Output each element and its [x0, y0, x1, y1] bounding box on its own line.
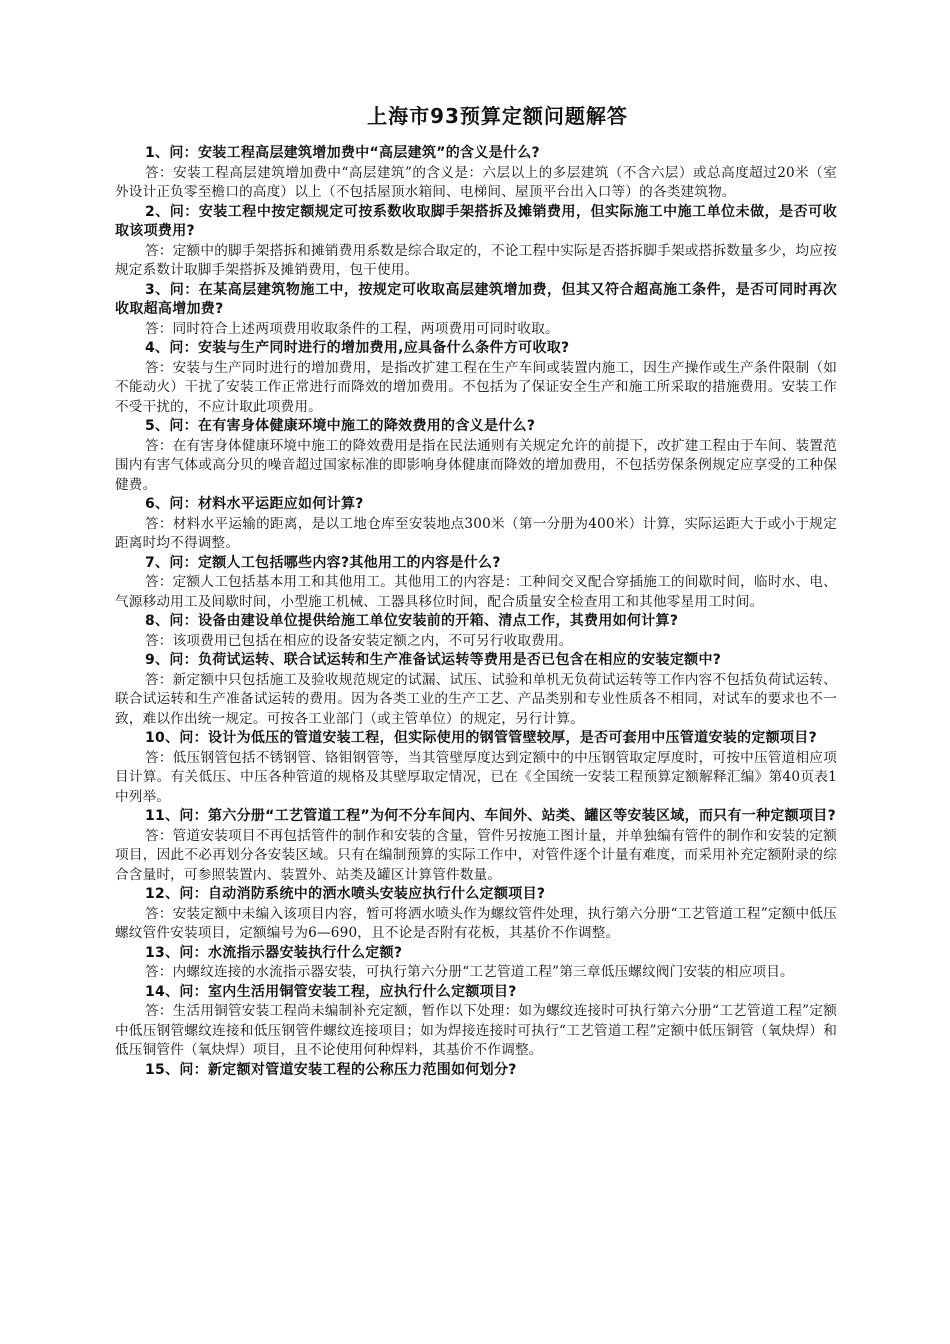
- question: 8、问：设备由建设单位提供给施工单位安装前的开箱、清点工作，其费用如何计算?: [145, 613, 679, 629]
- qa-item: [115, 807, 837, 885]
- qa-item: [115, 495, 837, 554]
- question: 13、问：水流指示器安装执行什么定额?: [145, 944, 403, 961]
- qa-item: [115, 885, 837, 944]
- question: 3、问：在某高层建筑物施工中，按规定可收取高层建筑增加费，但其又符合超高施工条件，是否可同时再次收取超高增加费?: [115, 281, 837, 317]
- answer: 答：在有害身体健康环境中施工的降效费用是指在民法通则有关规定允许的前提下，改扩建工程由于车间、装置范围内有害气体或高分贝的噪音超过国家标准的即影响身体健康而降效的增加费用，不包括劳保条例规定应享受的工种保健费。: [115, 437, 837, 493]
- qa-item: [115, 339, 837, 417]
- qa-item: [115, 983, 837, 1061]
- question: 4、问：安装与生产同时进行的增加费用,应具备什么条件方可收取?: [145, 340, 570, 356]
- answer: 答：低压钢管包括不锈钢管、铬钼钢管等，当其管壁厚度达到定额中的中压钢管取定厚度时，可按中压管道相应项目计算。有关低压、中压各种管道的规格及其壁厚取定情况，已在《全国统一安装工程预算定额解释汇编》第40页表1中列举。: [115, 749, 837, 805]
- question: 2、问：安装工程中按定额规定可按系数收取脚手架搭拆及摊销费用，但实际施工中施工单位未做，是否可收取该项费用?: [115, 203, 837, 239]
- answer: 答：该项费用已包括在相应的设备安装定额之内，不可另行收取费用。: [145, 632, 573, 649]
- question: 10、问：设计为低压的管道安装工程，但实际使用的钢管管壁较厚，是否可套用中压管道安装的定额项目?: [145, 730, 818, 746]
- answer: 答：安装定额中未编入该项目内容，暂可将洒水喷头作为螺纹管件处理，执行第六分册“工艺管道工程”定额中低压螺纹管件安装项目，定额编号为6—690，且不论是否附有花板，其基价不作调整。: [115, 905, 837, 941]
- answer: 答：新定额中只包括施工及验收规范规定的试漏、试压、试验和单机无负荷试运转等工作内容不包括负荷试运转、联合试运转和生产准备试运转的费用。因为各类工业的生产工艺、产品类别和专业性质各不相同，对试车的要求也不一致，难以作出统一规定。可按各工业部门（或主管单位）的规定，另行计算。: [115, 671, 837, 727]
- question: 11、问：第六分册“工艺管道工程”为何不分车间内、车间外、站类、罐区等安装区域，而只有一种定额项目?: [145, 808, 837, 824]
- qa-item: [115, 417, 837, 495]
- answer: 答：材料水平运输的距离，是以工地仓库至安装地点300米（第一分册为400米）计算，实际运距大于或小于规定距离时均不得调整。: [115, 515, 837, 551]
- question: 7、问：定额人工包括哪些内容?其他用工的内容是什么?: [145, 554, 501, 571]
- question: 6、问：材料水平运距应如何计算?: [145, 496, 364, 512]
- question: 14、问：室内生活用铜管安装工程，应执行什么定额项目?: [145, 983, 517, 1000]
- qa-item: [115, 612, 837, 651]
- qa-item: [115, 144, 837, 203]
- qa-item: [115, 729, 837, 807]
- document-title: 上海市93预算定额问题解答: [367, 104, 628, 128]
- qa-item: [115, 651, 837, 729]
- answer: 答：同时符合上述两项费用收取条件的工程，两项费用可同时收取。: [145, 320, 559, 337]
- qa-item: [115, 1061, 837, 1081]
- answer: 答：定额中的脚手架搭拆和摊销费用系数是综合取定的，不论工程中实际是否搭拆脚手架或搭拆数量多少，均应按规定系数计取脚手架搭拆及摊销费用，包干使用。: [115, 242, 837, 278]
- qa-item: [115, 944, 837, 983]
- question: 15、问：新定额对管道安装工程的公称压力范围如何划分?: [145, 1061, 517, 1078]
- answer: 答：管道安装项目不再包括管件的制作和安装的含量，管件另按施工图计量，并单独编有管件的制作和安装的定额项目，因此不必再划分各安装区域。只有在编制预算的实际工作中，对管件逐个计量有难度，而采用补充定额附录的综合含量时，可参照装置内、装置外、站类及罐区计算管件数量。: [115, 827, 837, 883]
- qa-item: [115, 281, 837, 340]
- answer: 答：内螺纹连接的水流指示器安装，可执行第六分册“工艺管道工程”第三章低压螺纹阀门安装的相应项目。: [145, 964, 794, 980]
- question: 9、问：负荷试运转、联合试运转和生产准备试运转等费用是否已包含在相应的安装定额中?: [145, 652, 722, 668]
- qa-item: [115, 554, 837, 613]
- question: 12、问：自动消防系统中的洒水喷头安装应执行什么定额项目?: [145, 886, 546, 902]
- qa-item: [115, 203, 837, 281]
- qa-list: [115, 144, 837, 1080]
- question: 1、问：安装工程高层建筑增加费中“高层建筑”的含义是什么?: [145, 145, 540, 161]
- answer: 答：安装与生产同时进行的增加费用，是指改扩建工程在生产车间或装置内施工，因生产操作或生产条件限制（如不能动火）干扰了安装工作正常进行而降效的增加费用。不包括为了保证安全生产和施工所采取的措施费用。安装工作不受干扰的，不应计取此项费用。: [115, 359, 837, 415]
- question: 5、问：在有害身体健康环境中施工的降效费用的含义是什么?: [145, 418, 536, 434]
- answer: 答：安装工程高层建筑增加费中“高层建筑”的含义是：六层以上的多层建筑（不含六层）或总高度超过20米（室外设计正负零至檐口的高度）以上（不包括屋顶水箱间、电梯间、屋顶平台出入口等）的各类建筑物。: [115, 164, 837, 200]
- answer: 答：生活用铜管安装工程尚未编制补充定额，暂作以下处理：如为螺纹连接时可执行第六分册“工艺管道工程”定额中低压钢管螺纹连接和低压钢管件螺纹连接项目；如为焊接连接时可执行“工艺管道工程”定额中低压铜管（氧炔焊）和低压铜管件（氧炔焊）项目，且不论使用何种焊料，其基价不作调整。: [115, 1003, 837, 1058]
- answer: 答：定额人工包括基本用工和其他用工。其他用工的内容是：工种间交叉配合穿插施工的间歇时间，临时水、电、气源移动用工及间歇时间，小型施工机械、工器具移位时间，配合质量安全检查用工和其他零星用工时间。: [115, 574, 837, 610]
